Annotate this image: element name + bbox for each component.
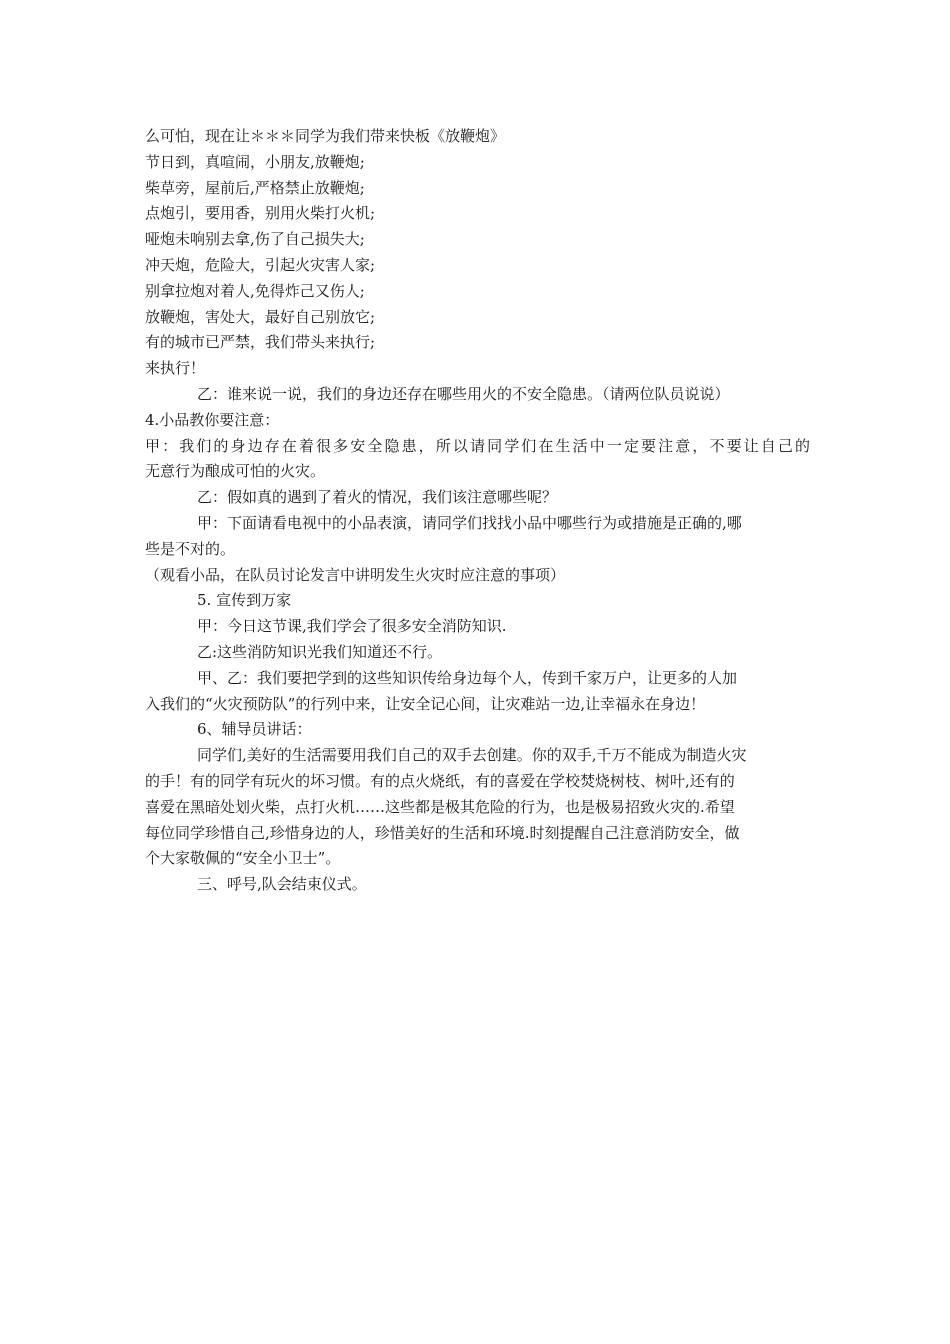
section-heading: 6、辅导员讲话：: [197, 720, 312, 739]
text-line: 哑炮未响别去拿,伤了自己损失大;: [145, 230, 365, 249]
text-line: 的手！有的同学有玩火的坏习惯。有的点火烧纸，有的喜爱在学校焚烧树枝、树叶,还有的: [145, 771, 735, 790]
document-body: [145, 124, 810, 898]
text-line: 有的城市已严禁，我们带头来执行;: [145, 333, 376, 352]
text-line: 乙：谁来说一说，我们的身边还存在哪些用火的不安全隐患。（请两位队员说说）: [197, 384, 730, 403]
text-line: 个大家敬佩的“安全小卫士”。: [145, 849, 341, 868]
text-line: 甲、乙：我们要把学到的这些知识传给身边每个人，传到千家万户，让更多的人加: [197, 668, 738, 687]
text-line: 喜爱在黑暗处划火柴，点打火机……这些都是极其危险的行为，也是极易招致火灾的.希望: [145, 797, 735, 816]
text-line: 放鞭炮，害处大，最好自己别放它;: [145, 307, 376, 326]
text-line: 别拿拉炮对着人,免得炸己又伤人;: [145, 281, 365, 300]
text-line: 冲天炮，危险大，引起火灾害人家;: [145, 255, 376, 274]
text-line: 来执行！: [145, 359, 206, 378]
text-line: 无意行为酿成可怕的火灾。: [145, 462, 326, 481]
section-heading: 4.小品教你要注意：: [145, 410, 280, 429]
text-line: 点炮引，要用香，别用火柴打火机;: [145, 204, 376, 223]
text-line: 节日到，真喧闹，小朋友,放鞭炮;: [145, 152, 365, 171]
text-line: 入我们的“火灾预防队”的行列中来，让安全记心间，让灾难站一边,让幸福永在身边！: [145, 694, 706, 713]
text-line: 些是不对的。: [145, 539, 236, 558]
text-line: 乙：假如真的遇到了着火的情况，我们该注意哪些呢？: [197, 488, 558, 507]
section-heading: 5. 宣传到万家: [197, 591, 292, 610]
text-line: 甲：今日这节课,我们学会了很多安全消防知识.: [197, 617, 507, 636]
text-line: 甲：我们的身边存在着很多安全隐患，所以请同学们在生活中一定要注意，不要让自己的: [145, 436, 810, 455]
text-line: 每位同学珍惜自己,珍惜身边的人，珍惜美好的生活和环境.时刻提醒自己注意消防安全，做: [145, 823, 740, 842]
text-line: 乙:这些消防知识光我们知道还不行。: [197, 642, 443, 661]
text-line: 柴草旁，屋前后,严格禁止放鞭炮;: [145, 178, 365, 197]
section-heading: 三、呼号,队会结束仪式。: [197, 875, 367, 894]
text-line: 甲：下面请看电视中的小品表演，请同学们找找小品中哪些行为或措施是正确的,哪: [197, 513, 742, 532]
text-line: 同学们,美好的生活需要用我们自己的双手去创建。你的双手,千万不能成为制造火灾: [197, 746, 747, 765]
text-line: 么可怕，现在让＊＊＊同学为我们带来快板《放鞭炮》: [145, 127, 506, 145]
text-line: （观看小品，在队员讨论发言中讲明发生火灾时应注意的事项）: [145, 565, 566, 584]
